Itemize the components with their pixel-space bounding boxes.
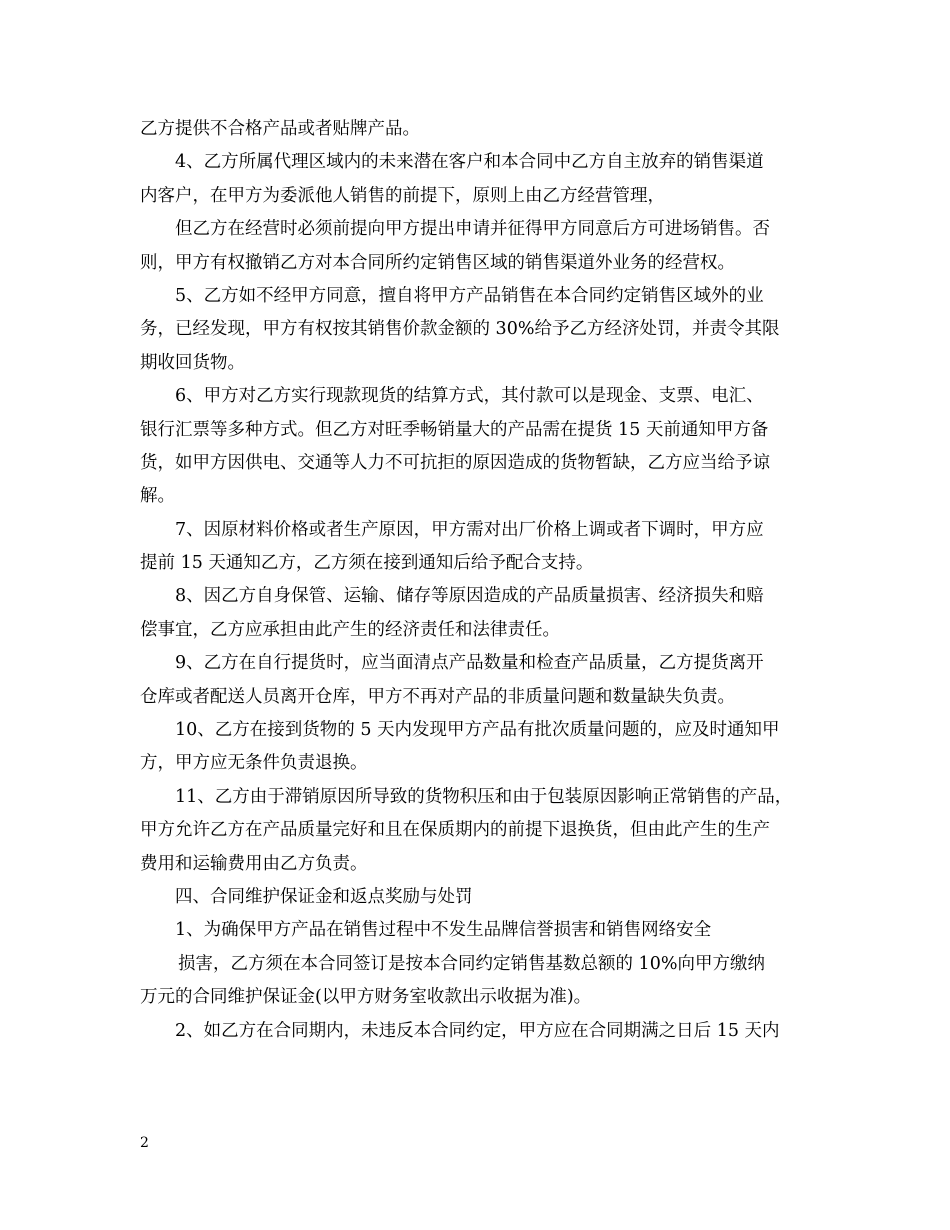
page-number: 2 bbox=[140, 1135, 149, 1151]
text-line: 损害，乙方须在本合同签订是按本合同约定销售基数总额的 10%向甲方缴纳 bbox=[178, 953, 765, 974]
text-line: 务，已经发现，甲方有权按其销售价款金额的 30%给予乙方经济处罚，并责令其限 bbox=[140, 319, 780, 340]
text-line: 期收回货物。 bbox=[140, 352, 245, 373]
text-line: 货，如甲方因供电、交通等人力不可抗拒的原因造成的货物暂缺，乙方应当给予谅 bbox=[140, 452, 770, 473]
text-line: 银行汇票等多种方式。但乙方对旺季畅销量大的产品需在提货 15 天前通知甲方备 bbox=[140, 419, 769, 440]
text-line: 仓库或者配送人员离开仓库，甲方不再对产品的非质量问题和数量缺失负责。 bbox=[140, 686, 735, 707]
text-line: 内客户，在甲方为委派他人销售的前提下，原则上由乙方经营管理， bbox=[140, 185, 665, 206]
text-line: 偿事宜，乙方应承担由此产生的经济责任和法律责任。 bbox=[140, 619, 560, 640]
clause-2-line: 2、如乙方在合同期内，未违反本合同约定，甲方应在合同期满之日后 15 天内 bbox=[175, 1020, 780, 1041]
text-line: 解。 bbox=[140, 486, 175, 507]
clause-6-line: 6、甲方对乙方实行现款现货的结算方式，其付款可以是现金、支票、电汇、 bbox=[175, 386, 764, 407]
clause-4-line: 4、乙方所属代理区域内的未来潜在客户和本合同中乙方自主放弃的销售渠道 bbox=[175, 152, 764, 173]
clause-7-line: 7、因原材料价格或者生产原因，甲方需对出厂价格上调或者下调时，甲方应 bbox=[175, 519, 764, 540]
text-line: 则，甲方有权撤销乙方对本合同所约定销售区域的销售渠道外业务的经营权。 bbox=[140, 252, 735, 273]
clause-10-line: 10、乙方在接到货物的 5 天内发现甲方产品有批次质量问题的，应及时通知甲 bbox=[175, 720, 780, 741]
section-heading: 四、合同维护保证金和返点奖励与处罚 bbox=[175, 886, 473, 907]
clause-1-line: 1、为确保甲方产品在销售过程中不发生品牌信誉损害和销售网络安全 bbox=[175, 920, 712, 941]
text-line: 但乙方在经营时必须前提向甲方提出申请并征得甲方同意后方可进场销售。否 bbox=[175, 219, 770, 240]
text-line: 甲方允许乙方在产品质量完好和且在保质期内的前提下退换货，但由此产生的生产 bbox=[140, 820, 770, 841]
contract-body-text bbox=[140, 113, 815, 1048]
clause-5-line: 5、乙方如不经甲方同意，擅自将甲方产品销售在本合同约定销售区域外的业 bbox=[175, 285, 764, 306]
clause-8-line: 8、因乙方自身保管、运输、储存等原因造成的产品质量损害、经济损失和赔 bbox=[175, 586, 764, 607]
clause-11-line: 11、乙方由于滞销原因所导致的货物积压和由于包装原因影响正常销售的产品， bbox=[175, 786, 793, 807]
text-line: 方，甲方应无条件负责退换。 bbox=[140, 753, 368, 774]
clause-9-line: 9、乙方在自行提货时，应当面清点产品数量和检查产品质量，乙方提货离开 bbox=[175, 653, 764, 674]
text-line: 乙方提供不合格产品或者贴牌产品。 bbox=[140, 119, 420, 139]
text-line: 提前 15 天通知乙方，乙方须在接到通知后给予配合支持。 bbox=[140, 553, 594, 574]
text-line: 万元的合同维护保证金(以甲方财务室收款出示收据为准)。 bbox=[140, 987, 592, 1008]
text-line: 费用和运输费用由乙方负责。 bbox=[140, 853, 368, 874]
